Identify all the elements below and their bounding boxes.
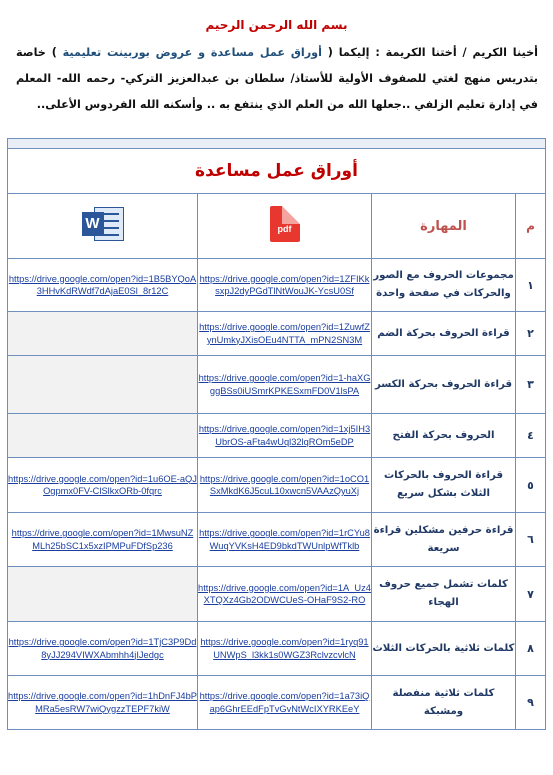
intro-rest: ) خاصة بتدريس منهج لغتي للصفوف الأولية للأستاذ/ سلطان بن عبدالعزيز التركي- رحمه الله- المعلم في إدارة تعليم الزلفي ..جعلها الله من العلم الذي ينتفع به .. وأسكنه الله الفردوس الأعلى.. — [16, 46, 538, 111]
pdf-link[interactable]: https://drive.google.com/open?id=1xj5IH3UbrOS-aFta4wUql32lqROm5eDP — [198, 414, 372, 458]
row-number: ٤ — [516, 414, 546, 458]
table-header-row — [8, 194, 546, 259]
table-row — [8, 622, 546, 676]
pdf-link[interactable]: https://drive.google.com/open?id=1ZuwfZynUmkyJXisOEu4NTTA_mPN2SN3M — [198, 312, 372, 356]
row-number: ٥ — [516, 458, 546, 513]
table-row — [8, 259, 546, 312]
row-skill: كلمات ثلاثية منفصلة ومشبكة — [372, 676, 516, 730]
word-document-icon: W — [82, 207, 124, 241]
row-skill: كلمات ثلاثية بالحركات الثلاث — [372, 622, 516, 676]
word-link-empty — [8, 414, 198, 458]
row-number: ٩ — [516, 676, 546, 730]
table-row — [8, 414, 546, 458]
row-skill: كلمات تشمل جميع حروف الهجاء — [372, 567, 516, 622]
row-skill: قراءة الحروف بحركة الضم — [372, 312, 516, 356]
table-title: أوراق عمل مساعدة — [8, 149, 546, 194]
row-number: ٢ — [516, 312, 546, 356]
pdf-link[interactable]: https://drive.google.com/open?id=1oCO1SxMkdK6J5cuL10xwcn5VAAzQyuXj — [198, 458, 372, 513]
row-skill: قراءة الحروف بالحركات الثلاث بشكل سريع — [372, 458, 516, 513]
basmala-heading: بسم الله الرحمن الرحيم — [205, 18, 348, 32]
word-link-empty — [8, 312, 198, 356]
word-link[interactable]: https://drive.google.com/open?id=1B5BYQoA3HHvKdRWdf7dAjaE0Sl_8r12C — [8, 259, 198, 312]
column-header-pdf — [198, 194, 372, 259]
pdf-link[interactable]: https://drive.google.com/open?id=1ryq91UNWpS_l3kk1s0WGZ3RclvzcvlcN — [198, 622, 372, 676]
word-link[interactable]: https://drive.google.com/open?id=1hDnFJ4bPMRa5esRW7wiQygzzTEPF7kiW — [8, 676, 198, 730]
row-number: ١ — [516, 259, 546, 312]
pdf-link[interactable]: https://drive.google.com/open?id=1A_Uz4XTQXz4Gb2ODWCUeS-OHaF9S2-RO — [198, 567, 372, 622]
row-skill: قراءة الحروف بحركة الكسر — [372, 356, 516, 414]
table-row — [8, 356, 546, 414]
column-header-number: م — [516, 194, 546, 259]
row-skill: قراءة حرفين مشكلين قراءة سريعة — [372, 513, 516, 567]
table-row — [8, 513, 546, 567]
table-row — [8, 676, 546, 730]
intro-highlight: أوراق عمل مساعدة و عروض بوربينت تعليمية — [62, 46, 322, 59]
row-number: ٣ — [516, 356, 546, 414]
table-row — [8, 458, 546, 513]
table-row — [8, 312, 546, 356]
column-header-word — [8, 194, 198, 259]
word-link[interactable]: https://drive.google.com/open?id=1MwsuNZMLh25bSC1x5xzIPMPuFDfSp236 — [8, 513, 198, 567]
intro-paragraph — [16, 40, 538, 118]
word-link[interactable]: https://drive.google.com/open?id=1TjC3P9Dd8yJJ294VIWXAbmhh4jIJedgc — [8, 622, 198, 676]
word-link[interactable]: https://drive.google.com/open?id=1u6OE-aQJOgpmx0FV-ClSlkxORb-0fqrc — [8, 458, 198, 513]
row-number: ٨ — [516, 622, 546, 676]
word-link-empty — [8, 567, 198, 622]
table-top-band — [8, 139, 546, 149]
worksheets-table — [7, 138, 546, 730]
pdf-link[interactable]: https://drive.google.com/open?id=1-haXGggBSs0iUSmrKPKESxmFD0V1lsPA — [198, 356, 372, 414]
row-skill: الحروف بحركة الفتح — [372, 414, 516, 458]
row-number: ٧ — [516, 567, 546, 622]
pdf-link[interactable]: https://drive.google.com/open?id=1rCYu8WuqYVKsH4ED9bkdTWUnlpWfTklb — [198, 513, 372, 567]
word-link-empty — [8, 356, 198, 414]
row-number: ٦ — [516, 513, 546, 567]
pdf-link[interactable]: https://drive.google.com/open?id=1ZFIKksxpJ2dyPGdTlNtWouJK-YcsU0Sf — [198, 259, 372, 312]
table-row — [8, 567, 546, 622]
table-title-row — [8, 149, 546, 194]
row-skill: مجموعات الحروف مع الصور والحركات في صفحة واحدة — [372, 259, 516, 312]
intro-lead: أخينا الكريم / أختنا الكريمة : إليكما ( — [321, 46, 538, 59]
pdf-file-icon: pdf — [270, 206, 300, 242]
pdf-link[interactable]: https://drive.google.com/open?id=1a73iQap6GhrEEdFpTvGvNtWcIXYRKEeY — [198, 676, 372, 730]
column-header-skill: المهارة — [372, 194, 516, 259]
